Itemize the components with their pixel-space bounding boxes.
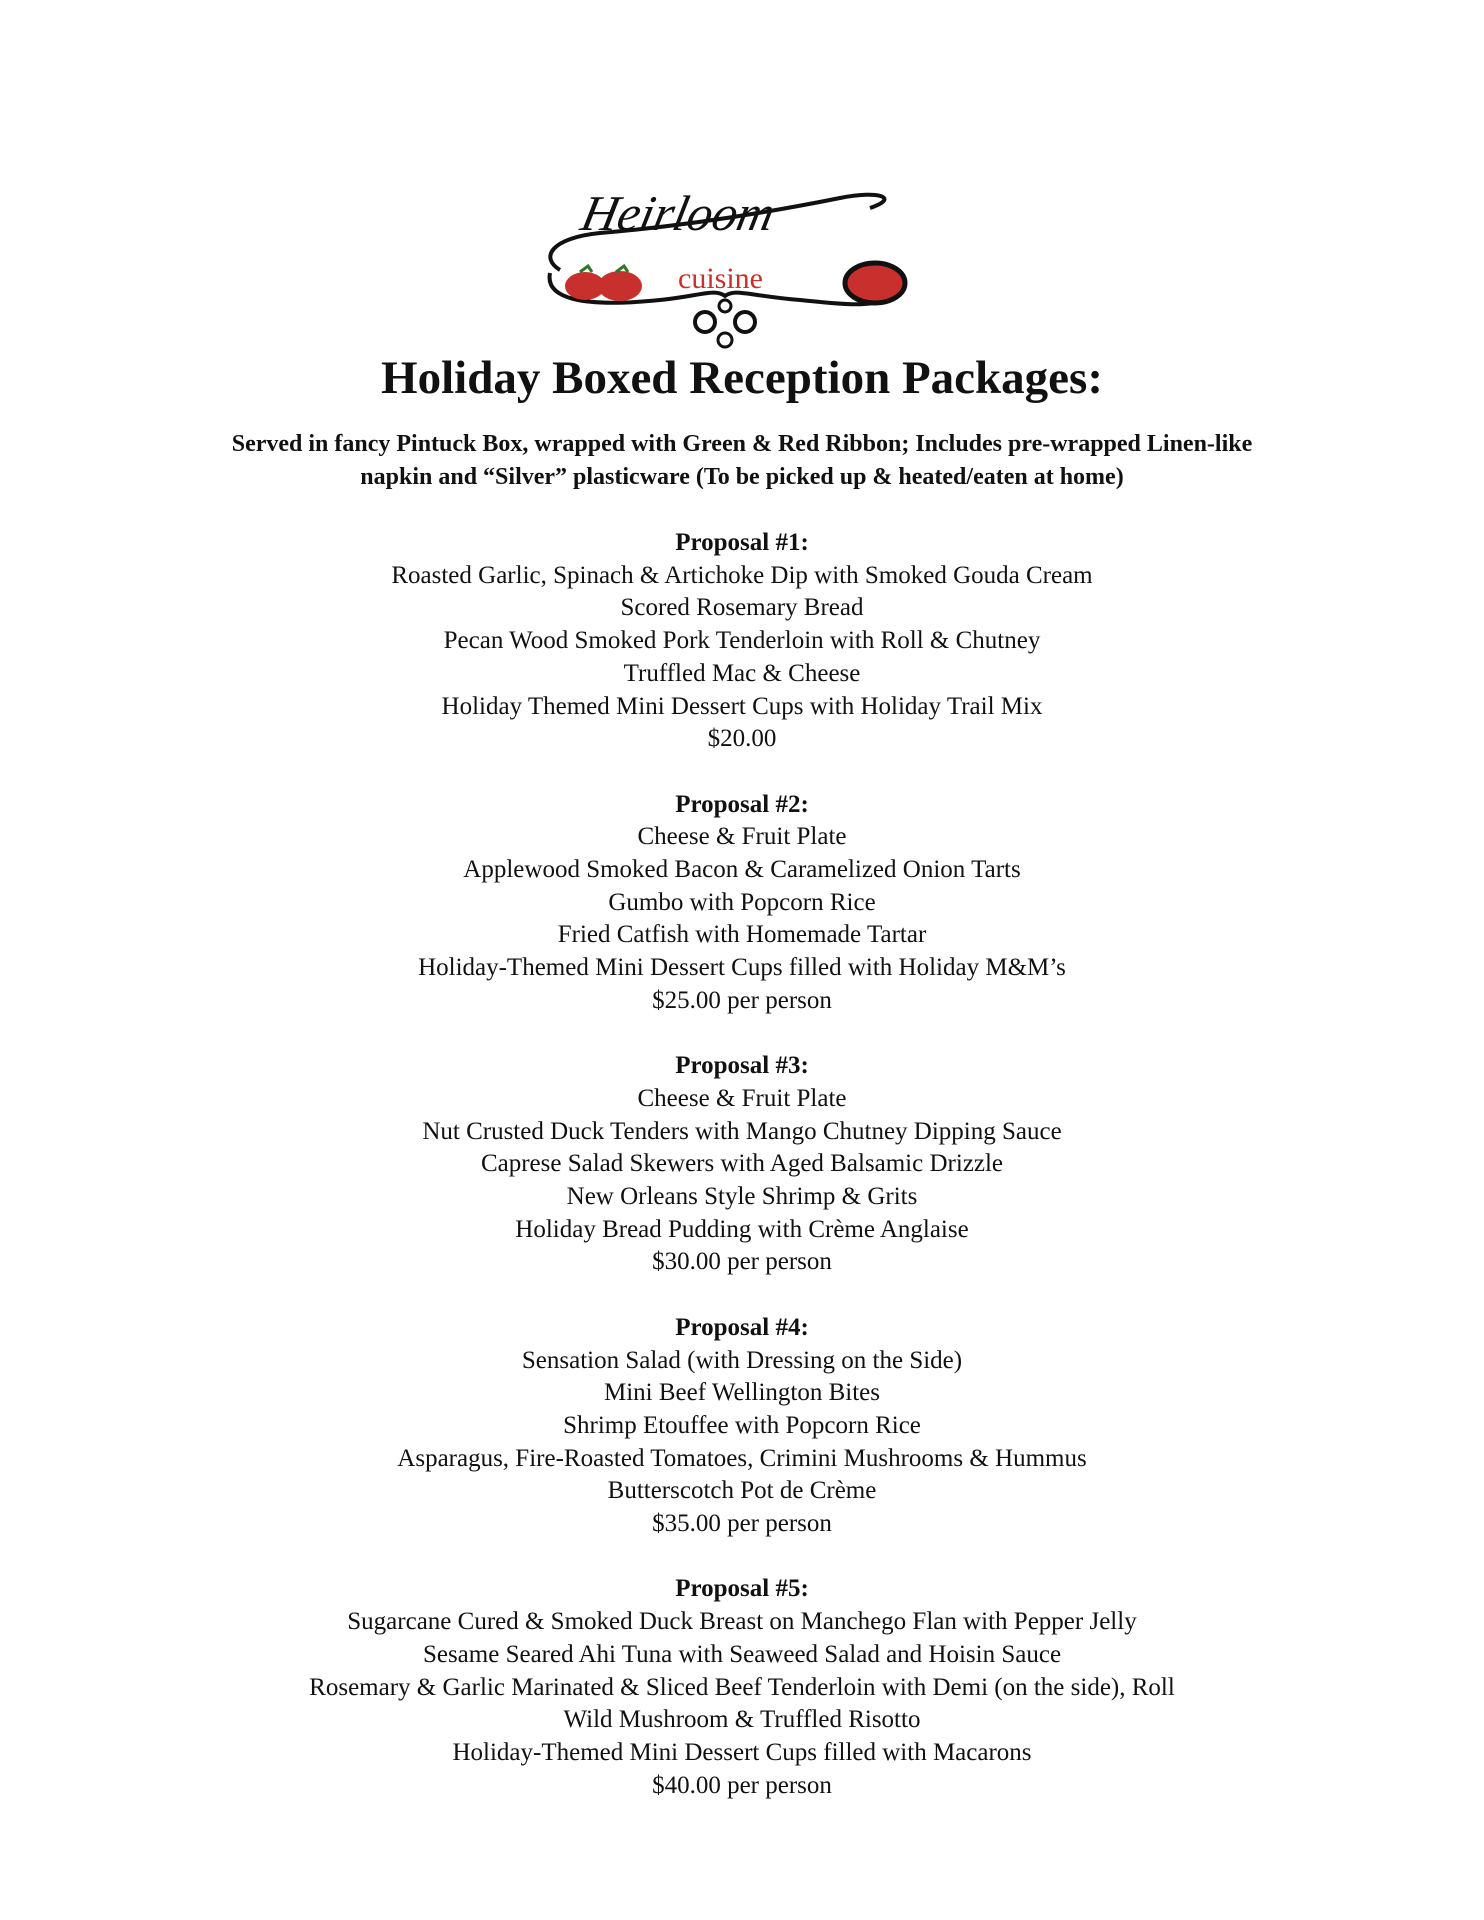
logo-brand-text: Heirloom (576, 185, 781, 241)
proposal-heading: Proposal #5: (675, 1575, 809, 1603)
menu-item: New Orleans Style Shrimp & Grits (566, 1183, 918, 1211)
proposal-price: $20.00 (707, 725, 777, 753)
proposal-price: $35.00 per person (652, 1510, 832, 1538)
menu-item: Sugarcane Cured & Smoked Duck Breast on Manchego Flan with Pepper Jelly (347, 1608, 1137, 1636)
proposal-price: $25.00 per person (652, 986, 832, 1014)
proposal-list (0, 527, 1484, 1835)
proposal-heading: Proposal #4: (675, 1313, 809, 1341)
menu-item: Cheese & Fruit Plate (637, 823, 847, 851)
menu-item: Applewood Smoked Bacon & Caramelized Onion Tarts (463, 856, 1021, 884)
menu-item: Holiday Bread Pudding with Crème Anglaise (515, 1215, 969, 1243)
proposal-price: $30.00 per person (652, 1248, 832, 1276)
menu-item: Mini Beef Wellington Bites (604, 1379, 880, 1407)
menu-item: Fried Catfish with Homemade Tartar (557, 921, 927, 949)
proposal-1 (0, 527, 1484, 756)
menu-item: Shrimp Etouffee with Popcorn Rice (563, 1411, 921, 1439)
package-description (120, 428, 1364, 494)
menu-item: Nut Crusted Duck Tenders with Mango Chutney Dipping Sauce (422, 1117, 1062, 1145)
menu-item: Sesame Seared Ahi Tuna with Seaweed Salad and Hoisin Sauce (422, 1640, 1062, 1668)
description-line: napkin and “Silver” plasticware (To be picked up & heated/eaten at home) (360, 464, 1124, 490)
proposal-heading: Proposal #3: (675, 1052, 809, 1080)
logo-sub-text: cuisine (678, 262, 763, 295)
menu-item: Holiday Themed Mini Dessert Cups with Holiday Trail Mix (441, 692, 1043, 720)
menu-item: Holiday-Themed Mini Dessert Cups filled with Holiday M&M’s (418, 954, 1066, 982)
proposal-2 (0, 789, 1484, 1018)
menu-item: Pecan Wood Smoked Pork Tenderloin with Roll & Chutney (443, 627, 1041, 655)
menu-item: Wild Mushroom & Truffled Risotto (563, 1706, 921, 1734)
menu-item: Scored Rosemary Bread (620, 594, 864, 622)
menu-item: Roasted Garlic, Spinach & Artichoke Dip with Smoked Gouda Cream (391, 561, 1093, 589)
proposal-3 (0, 1050, 1484, 1279)
menu-item: Cheese & Fruit Plate (637, 1084, 847, 1112)
heirloom-cuisine-logo (540, 178, 910, 350)
proposal-5 (0, 1573, 1484, 1802)
proposal-heading: Proposal #2: (675, 790, 809, 818)
menu-item: Asparagus, Fire-Roasted Tomatoes, Crimini Mushrooms & Hummus (397, 1444, 1087, 1472)
menu-item: Caprese Salad Skewers with Aged Balsamic Drizzle (480, 1150, 1004, 1178)
menu-item: Gumbo with Popcorn Rice (608, 888, 876, 916)
menu-item: Sensation Salad (with Dressing on the Side) (521, 1346, 963, 1374)
menu-item: Holiday-Themed Mini Dessert Cups filled with Macarons (452, 1738, 1032, 1766)
proposal-price: $40.00 per person (652, 1771, 832, 1799)
menu-item: Truffled Mac & Cheese (623, 659, 861, 687)
proposal-4 (0, 1312, 1484, 1541)
menu-item: Rosemary & Garlic Marinated & Sliced Beef Tenderloin with Demi (on the side), Roll (309, 1673, 1175, 1701)
description-line: Served in fancy Pintuck Box, wrapped with Green & Red Ribbon; Includes pre-wrapped Linen-like (231, 431, 1253, 457)
proposal-heading: Proposal #1: (675, 529, 809, 556)
menu-item: Butterscotch Pot de Crème (607, 1477, 877, 1505)
page-title: Holiday Boxed Reception Packages: (381, 352, 1103, 404)
